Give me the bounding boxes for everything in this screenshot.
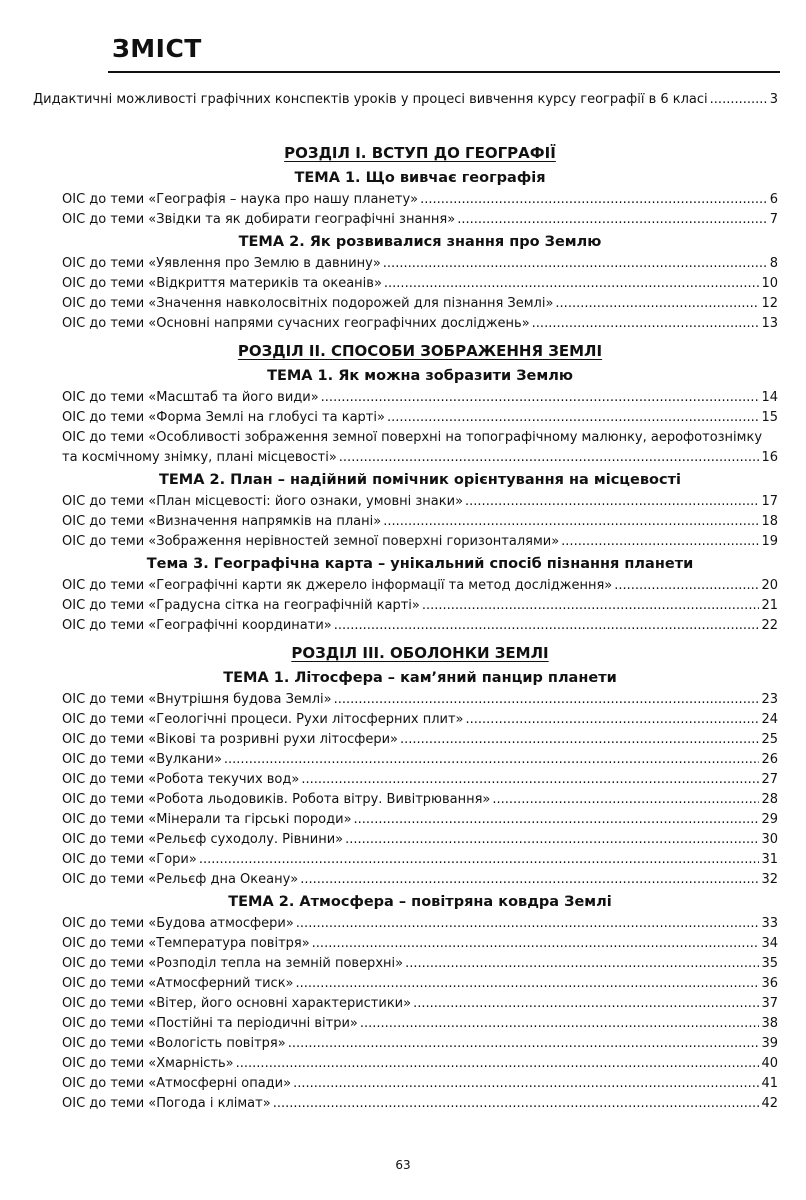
topic-title: Тема 3. Географічна карта – унікальний спосіб пізнання планети (146, 556, 694, 572)
entry-page: 6 (769, 192, 778, 207)
entry-text: ОІС до теми «Відкриття материків та океанів» (62, 276, 382, 291)
entry-text: ОІС до теми «Значення навколосвітніх подорожей для пізнання Землі» (62, 296, 554, 311)
entry-page: 23 (761, 692, 778, 707)
topic-title: ТЕМА 1. Літосфера – кам’яний панцир планети (223, 670, 617, 686)
topic-title: ТЕМА 2. Як розвивалися знання про Землю (238, 234, 602, 250)
toc-entry (62, 210, 778, 230)
toc-entry (62, 294, 778, 314)
entry-page: 16 (761, 450, 778, 465)
entry-text: ОІС до теми «Вітер, його основні характеристики» (62, 996, 412, 1011)
entry-text: ОІС до теми «Робота текучих вод» (62, 772, 300, 787)
entry-page: 13 (761, 316, 778, 331)
topic-title: ТЕМА 1. Що вивчає географія (294, 170, 546, 186)
toc-entry (62, 994, 778, 1014)
leader-dots (300, 870, 759, 890)
entry-page: 10 (761, 276, 778, 291)
toc-entry (62, 870, 778, 890)
entry-page: 24 (761, 712, 778, 727)
leader-dots (339, 448, 760, 468)
leader-dots (384, 274, 760, 294)
entry-page: 29 (761, 812, 778, 827)
entry-text: ОІС до теми «Вологість повітря» (62, 1036, 286, 1051)
intro-entry (33, 92, 778, 107)
leader-dots (288, 1034, 760, 1054)
toc-entry (62, 1074, 778, 1094)
entry-page: 12 (761, 296, 778, 311)
leader-dots (413, 994, 759, 1014)
leader-dots (334, 690, 760, 710)
section-title: РОЗДІЛ ІІ. СПОСОБИ ЗОБРАЖЕННЯ ЗЕМЛІ (237, 342, 603, 360)
entry-text: ОІС до теми «Масштаб та його види» (62, 390, 319, 405)
toc-entry (62, 1054, 778, 1074)
toc-entry (62, 710, 778, 730)
toc-content (62, 136, 778, 1114)
leader-dots (492, 790, 759, 810)
section-title: РОЗДІЛ ІІІ. ОБОЛОНКИ ЗЕМЛІ (291, 644, 549, 662)
entry-text: ОІС до теми «Зображення нерівностей земної поверхні горизонталями» (62, 534, 560, 549)
entry-text: ОІС до теми «Мінерали та гірські породи» (62, 812, 352, 827)
leader-dots (293, 1074, 759, 1094)
toc-entry (62, 190, 778, 210)
leader-dots (360, 1014, 760, 1034)
entry-text: ОІС до теми «Температура повітря» (62, 936, 310, 951)
entry-page: 21 (761, 598, 778, 613)
leader-dots (383, 254, 768, 274)
leader-dots (561, 532, 759, 552)
entry-text: ОІС до теми «Атмосферні опади» (62, 1076, 292, 1091)
entry-page: 14 (761, 390, 778, 405)
leader-dots (387, 408, 760, 428)
toc-entry (62, 730, 778, 750)
entry-text: ОІС до теми «Погода і клімат» (62, 1096, 271, 1111)
entry-page: 18 (761, 514, 778, 529)
entry-page: 25 (761, 732, 778, 747)
entry-page: 32 (761, 872, 778, 887)
entry-text: ОІС до теми «Атмосферний тиск» (62, 976, 294, 991)
entry-text-continued: та космічному знімку, плані місцевості» (62, 450, 337, 465)
toc-entry (62, 914, 778, 934)
topic-title: ТЕМА 2. План – надійний помічник орієнтування на місцевості (159, 472, 681, 488)
toc-entry (62, 532, 778, 552)
entry-text: ОІС до теми «Рельєф дна Океану» (62, 872, 299, 887)
entry-page: 30 (761, 832, 778, 847)
toc-entry (62, 770, 778, 790)
toc-entry (62, 576, 778, 596)
leader-dots (555, 294, 759, 314)
entry-page: 42 (761, 1096, 778, 1111)
entry-text: ОІС до теми «Географічні координати» (62, 618, 332, 633)
toc-entry (62, 408, 778, 428)
entry-text: ОІС до теми «Геологічні процеси. Рухи літосферних плит» (62, 712, 464, 727)
leader-dots (422, 596, 760, 616)
leader-dots (301, 770, 759, 790)
entry-page: 35 (761, 956, 778, 971)
entry-text: ОІС до теми «Будова атмосфери» (62, 916, 294, 931)
toc-entry (62, 1094, 778, 1114)
entry-text: ОІС до теми «Градусна сітка на географічній карті» (62, 598, 420, 613)
leader-dots (383, 512, 759, 532)
toc-entry (62, 314, 778, 334)
entry-page: 39 (761, 1036, 778, 1051)
entry-text: ОІС до теми «Географічні карти як джерело інформації та метод дослідження» (62, 578, 613, 593)
section-title: РОЗДІЛ І. ВСТУП ДО ГЕОГРАФІЇ (284, 144, 556, 162)
page-title: ЗМІСТ (112, 34, 202, 63)
leader-dots (273, 1094, 760, 1114)
entry-continuation (62, 448, 778, 468)
leader-dots (532, 314, 760, 334)
entry-text: ОІС до теми «Вікові та розривні рухи літосфери» (62, 732, 398, 747)
leader-dots (420, 190, 768, 210)
entry-page: 7 (769, 212, 778, 227)
entry-text: ОІС до теми «Визначення напрямків на плані» (62, 514, 382, 529)
intro-text: Дидактичні можливості графічних конспектів уроків у процесі вивчення курсу географії в 6 класі (33, 92, 708, 107)
toc-entry (62, 492, 778, 512)
entry-text: ОІС до теми «Внутрішня будова Землі» (62, 692, 332, 707)
leader-dots (224, 750, 760, 770)
toc-entry (62, 428, 778, 468)
page-number: 63 (395, 1158, 411, 1172)
entry-text: ОІС до теми «Форма Землі на глобусі та карті» (62, 410, 385, 425)
entry-text: ОІС до теми «Гори» (62, 852, 197, 867)
toc-entry (62, 1034, 778, 1054)
leader-dots (236, 1054, 760, 1074)
toc-entry (62, 596, 778, 616)
toc-entry (62, 616, 778, 636)
entry-page: 17 (761, 494, 778, 509)
toc-entry (62, 830, 778, 850)
entry-page: 40 (761, 1056, 778, 1071)
leader-dots (614, 576, 759, 596)
entry-page: 27 (761, 772, 778, 787)
leader-dots (710, 92, 768, 107)
entry-text: ОІС до теми «Постійні та періодичні вітри» (62, 1016, 358, 1031)
leader-dots (199, 850, 760, 870)
entry-page: 33 (761, 916, 778, 931)
leader-dots (457, 210, 768, 230)
toc-entry (62, 1014, 778, 1034)
toc-entry (62, 512, 778, 532)
entry-text: ОІС до теми «Географія – наука про нашу планету» (62, 192, 419, 207)
toc-entry (62, 254, 778, 274)
toc-entry (62, 810, 778, 830)
toc-entry (62, 974, 778, 994)
intro-page: 3 (769, 92, 778, 107)
leader-dots (405, 954, 759, 974)
entry-page: 28 (761, 792, 778, 807)
entry-text: ОІС до теми «Уявлення про Землю в давнину» (62, 256, 381, 271)
leader-dots (312, 934, 760, 954)
entry-page: 34 (761, 936, 778, 951)
leader-dots (465, 492, 759, 512)
entry-page: 20 (761, 578, 778, 593)
topic-title: ТЕМА 1. Як можна зобразити Землю (267, 368, 573, 384)
topic-title: ТЕМА 2. Атмосфера – повітряна ковдра Землі (228, 894, 612, 910)
toc-entry (62, 850, 778, 870)
entry-text: ОІС до теми «Вулкани» (62, 752, 222, 767)
toc-entry (62, 954, 778, 974)
entry-text: ОІС до теми «Рельєф суходолу. Рівнини» (62, 832, 344, 847)
entry-page: 22 (761, 618, 778, 633)
entry-page: 15 (761, 410, 778, 425)
entry-page: 8 (769, 256, 778, 271)
entry-page: 37 (761, 996, 778, 1011)
toc-entry (62, 690, 778, 710)
entry-page: 19 (761, 534, 778, 549)
toc-entry (62, 388, 778, 408)
entry-page: 38 (761, 1016, 778, 1031)
toc-entry (62, 934, 778, 954)
entry-page: 31 (761, 852, 778, 867)
toc-entry (62, 274, 778, 294)
entry-text: ОІС до теми «Звідки та як добирати географічні знання» (62, 212, 456, 227)
title-rule (108, 71, 780, 73)
leader-dots (321, 388, 760, 408)
entry-text: ОІС до теми «Особливості зображення земної поверхні на топографічному малюнку, аерофотознімку (62, 430, 763, 445)
entry-text: ОІС до теми «Основні напрями сучасних географічних досліджень» (62, 316, 530, 331)
entry-page: 26 (761, 752, 778, 767)
leader-dots (466, 710, 760, 730)
leader-dots (296, 974, 760, 994)
toc-entry (62, 750, 778, 770)
leader-dots (354, 810, 760, 830)
entry-text: ОІС до теми «План місцевості: його ознаки, умовні знаки» (62, 494, 464, 509)
entry-text: ОІС до теми «Розподіл тепла на земній поверхні» (62, 956, 404, 971)
entry-page: 41 (761, 1076, 778, 1091)
entry-text: ОІС до теми «Робота льодовиків. Робота вітру. Вивітрювання» (62, 792, 491, 807)
toc-entry (62, 790, 778, 810)
leader-dots (400, 730, 759, 750)
entry-page: 36 (761, 976, 778, 991)
entry-text: ОІС до теми «Хмарність» (62, 1056, 234, 1071)
leader-dots (345, 830, 759, 850)
leader-dots (334, 616, 760, 636)
leader-dots (296, 914, 760, 934)
